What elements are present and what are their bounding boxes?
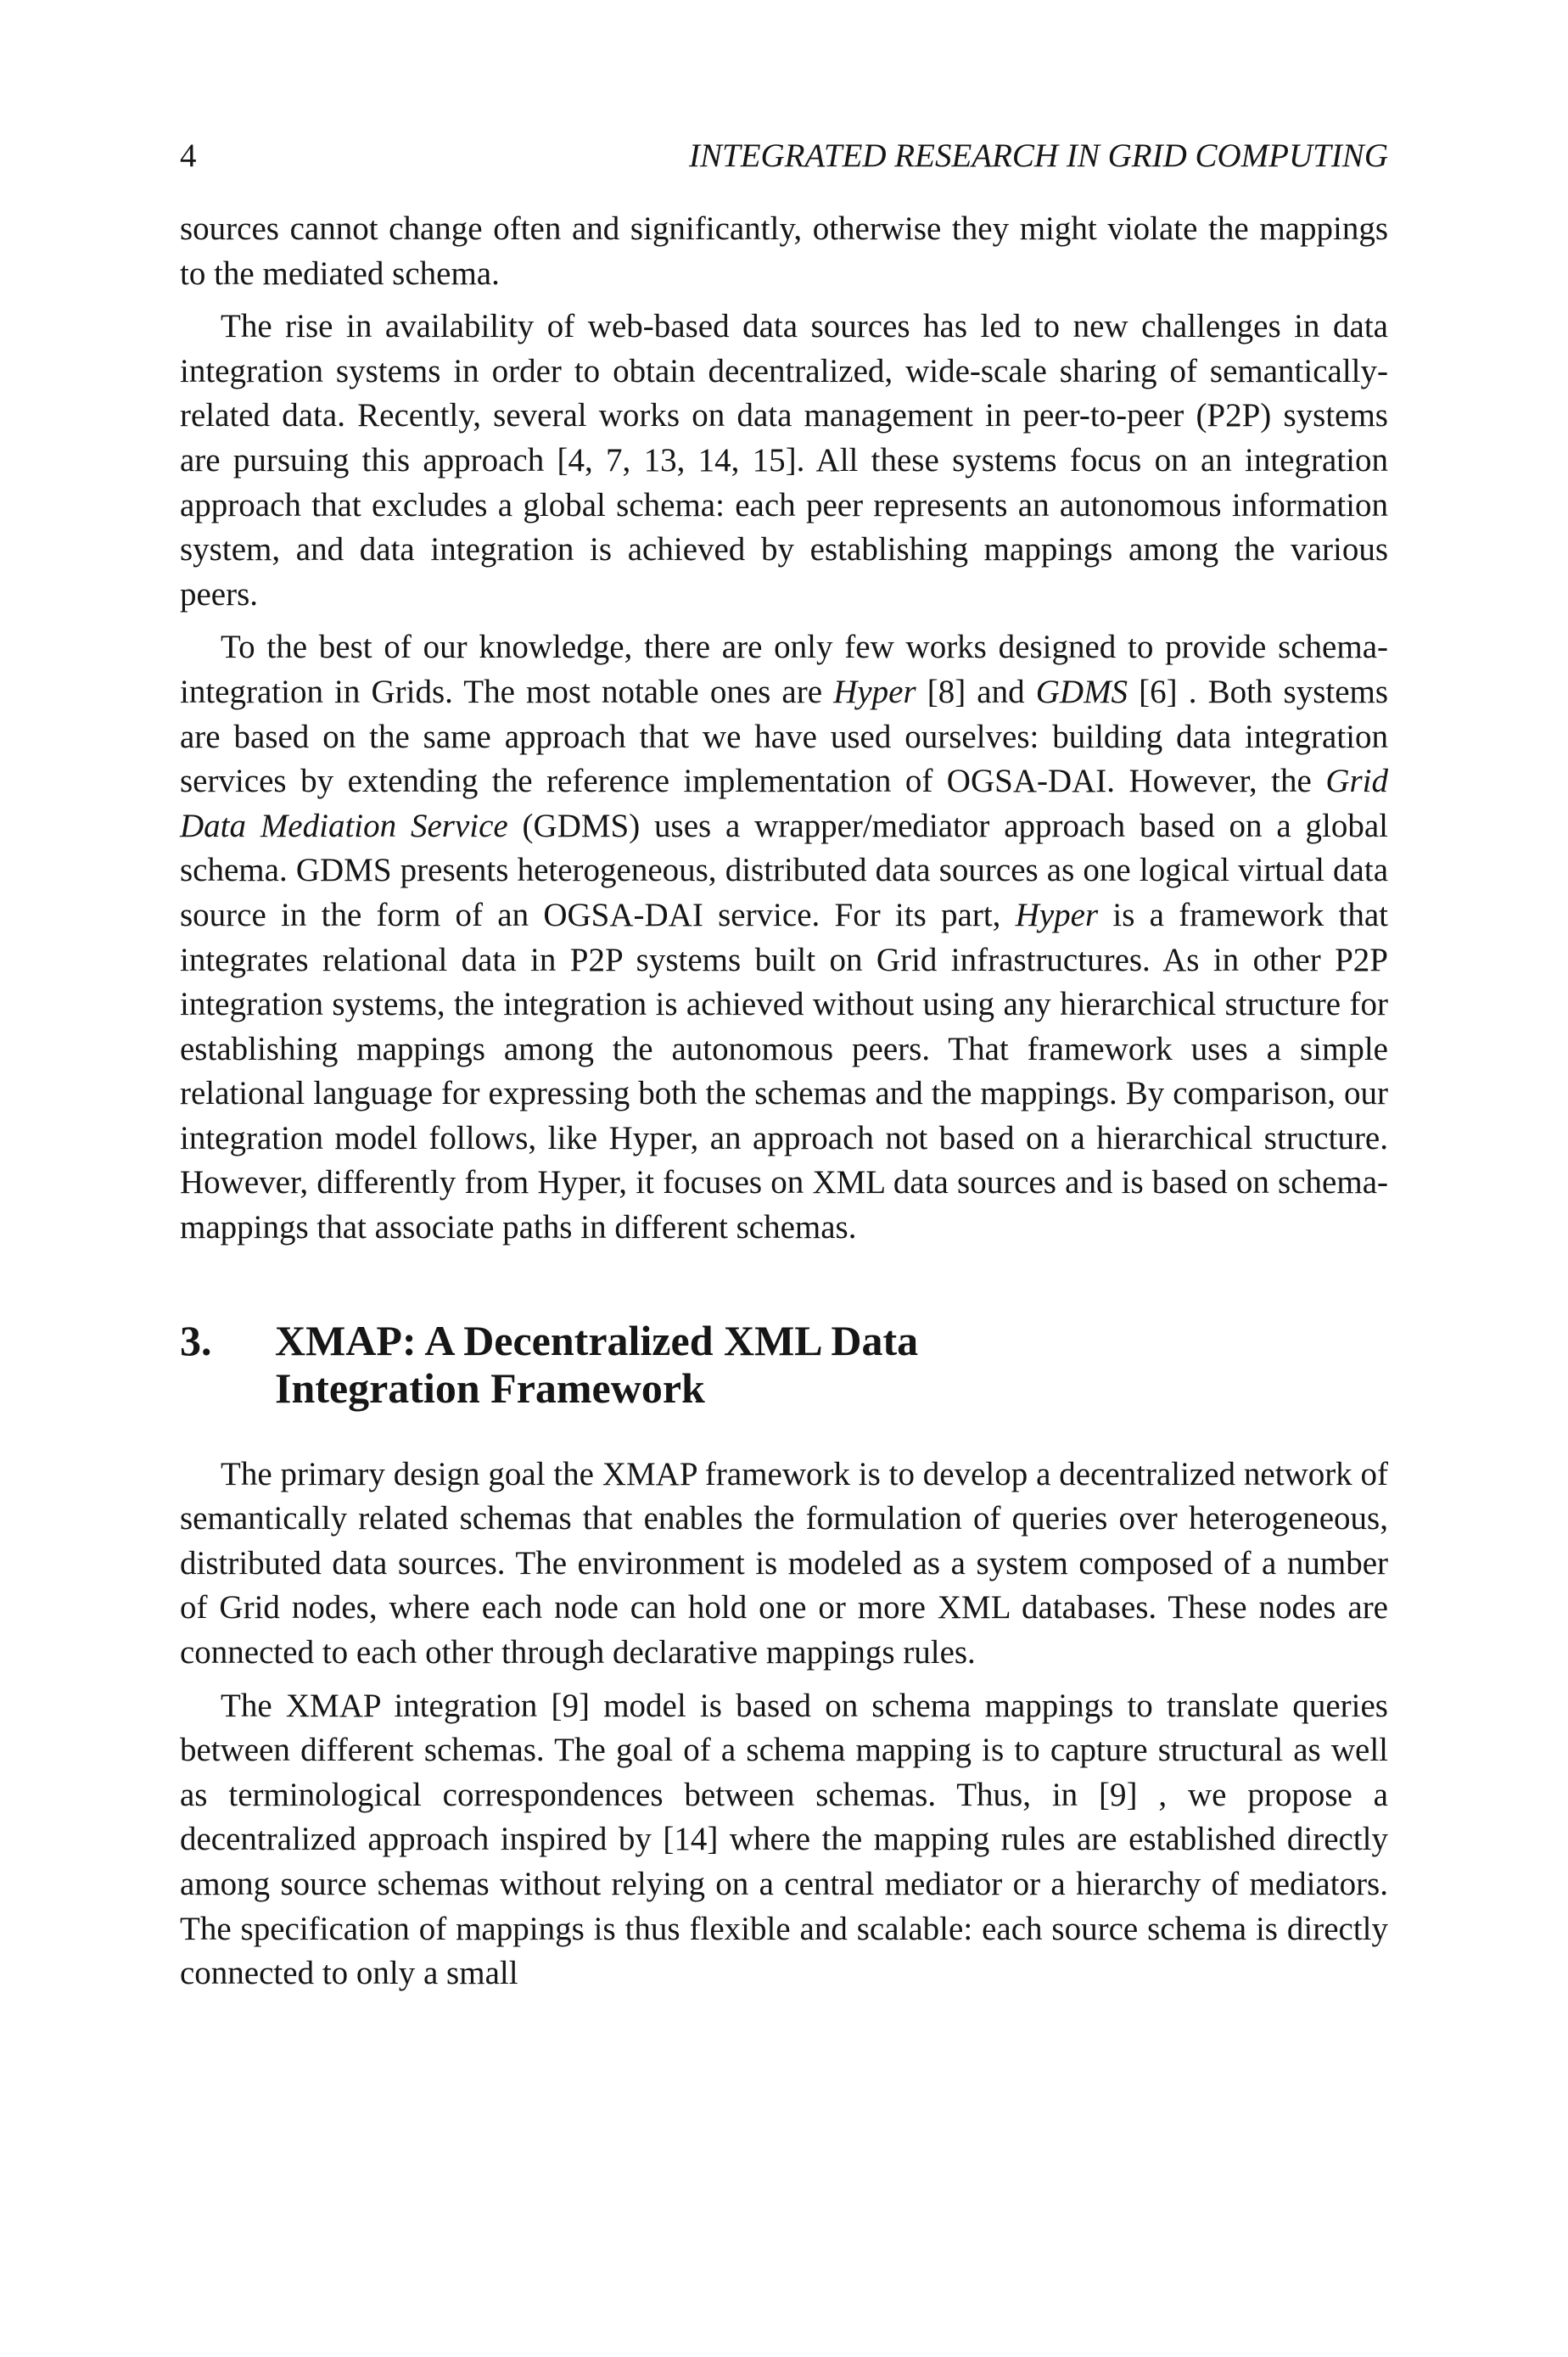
body-text bbox=[180, 207, 1388, 1251]
paragraph-3-text-3: [6] . Both systems are based on the same approach that we have used ourselves: building data integration services by extending the reference implementation of OGSA-DAI. However, the bbox=[180, 673, 1389, 800]
gdms-full-term: Grid Data Mediation Service bbox=[180, 763, 1388, 844]
paragraph-3 bbox=[180, 625, 1388, 1250]
paragraph-4: The primary design goal the XMAP framework is to develop a decentralized network of semantically related schemas that enables the formulation of queries over heterogeneous, distributed data sources. The environment is modeled as a system composed of a number of Grid nodes, where each node can hold one or more XML databases. These nodes are connected to each other through declarative mappings rules. bbox=[180, 1455, 1388, 1671]
page bbox=[180, 136, 1388, 1996]
hyper-term-2: Hyper bbox=[1015, 896, 1099, 933]
page-number: 4 bbox=[180, 137, 197, 174]
paragraph-5: The XMAP integration [9] model is based on schema mappings to translate queries between different schemas. The goal of a schema mapping is to capture structural as well as terminological correspondences between schemas. Thus, in [9] , we propose a decentralized approach inspired by [14] where the mapping rules are established directly among source schemas without relying on a central mediator or a hierarchy of mediators. The specification of mappings is thus flexible and scalable: each source schema is directly connected to only a small bbox=[180, 1687, 1388, 1992]
paragraph-3-text-4: (GDMS) uses a wrapper/mediator approach based on a global schema. GDMS presents heterogeneous, distributed data sources as one logical virtual data source in the form of an OGSA-DAI service. For its part, bbox=[180, 807, 1388, 933]
section-number: 3. bbox=[180, 1316, 212, 1364]
page-header bbox=[180, 136, 1388, 176]
section-body-text bbox=[180, 1453, 1388, 1996]
hyper-term: Hyper bbox=[833, 673, 916, 710]
section-heading bbox=[180, 1317, 1388, 1412]
paragraph-2: The rise in availability of web-based data sources has led to new challenges in data integration systems in order to obtain decentralized, wide-scale sharing of semantically-related data. Recently, several works on data management in peer-to-peer (P2P) systems are pursuing this approach [4, 7, 13, 14, 15]. All these systems focus on an integration approach that excludes a global schema: each peer represents an autonomous information system, and data integration is achieved by establishing mappings among the various peers. bbox=[180, 308, 1388, 613]
paragraph-1: sources cannot change often and significantly, otherwise they might violate the mappings to the mediated schema. bbox=[180, 210, 1388, 292]
paragraph-3-text-1: To the best of our knowledge, there are only few works designed to provide schema-integration in Grids. The most notable ones are bbox=[180, 629, 1388, 710]
running-title: INTEGRATED RESEARCH IN GRID COMPUTING bbox=[689, 137, 1388, 174]
section-title: XMAP: A Decentralized XML Data Integration Framework bbox=[275, 1316, 919, 1412]
gdms-term: GDMS bbox=[1035, 673, 1128, 710]
paragraph-3-text-2: [8] and bbox=[927, 673, 1025, 710]
paragraph-3-text-5: is a framework that integrates relational data in P2P systems built on Grid infrastructures. As in other P2P integration systems, the integration is achieved without using any hierarchical structure for establishing mappings among the autonomous peers. That framework uses a simple relational language for expressing both the schemas and the mappings. By comparison, our integration model follows, like Hyper, an approach not based on a hierarchical structure. However, differently from Hyper, it focuses on XML data sources and is based on schema-mappings that associate paths in different schemas. bbox=[180, 896, 1389, 1246]
